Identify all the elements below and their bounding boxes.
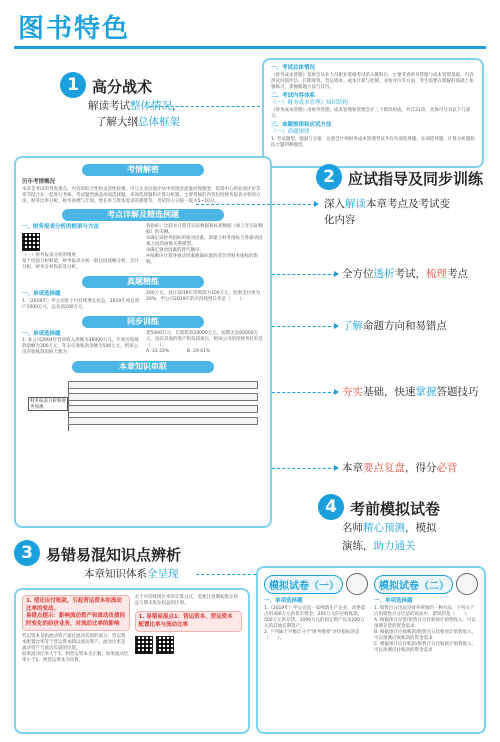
chapter-paragraph-2d: ②确定该财务指标的驱动因素，即建立财务指标与各驱动因素之间的函数关系模型。 — [146, 235, 263, 247]
errors-paragraph-3: 关于可持续增长率的计算公式，需要注意期初股东权益与期末股东权益的区别。 — [134, 595, 238, 606]
chapter-paragraph-2e: ③确定驱动因素的替代顺序。 — [146, 247, 205, 253]
section-number-3: 3 — [14, 540, 40, 566]
tree-root: 财务报表分析和财务预测 — [30, 399, 66, 410]
overview-paragraph-3: 《财务成本管理》由财务管理、成本管理和管理会计三个模块构成，共计21章，具体可分为以下几部分。 — [271, 107, 471, 119]
error-tip-3: 1. 易错易混点1：营运资本、营运资本配置比率与流动比率 — [138, 614, 233, 628]
chapter-paragraph-2a: （一）财务报表分析的维度 — [22, 253, 76, 258]
section-4-line-2: 演练，助力通关 — [342, 540, 416, 552]
mock-exam-1-heading: 一、单项选择题 — [264, 598, 303, 604]
connector-line-1 — [150, 106, 260, 107]
overview-heading-5: （一）命题规律 — [271, 129, 310, 135]
knowledge-tree-diagram — [22, 377, 264, 437]
overview-heading-1: 一、考试总体情况 — [271, 65, 316, 71]
callout-5: 本章要点复盘，得分必背 — [342, 462, 458, 474]
connector-arrow-2 — [314, 201, 319, 207]
tree-branch-3 — [68, 405, 258, 413]
error-tip-box-2 — [135, 611, 243, 632]
section-title-4: 考前模拟试卷 — [350, 500, 441, 518]
mock-exam-1-q2: 2. 下列属于平衡计分卡"财务维度"评价指标的是（ ）。 — [264, 629, 360, 641]
mock-exam-1-title: 模拟试卷（一） — [264, 575, 343, 594]
overview-heading-2: 二、考试内容体系 — [271, 92, 316, 99]
bar-key-points: 考点详解及精选例题 — [62, 209, 224, 221]
overview-heading-3: （一）财务成本管理》知识结构 — [271, 100, 349, 106]
book-preview-mock-exams — [256, 566, 486, 734]
section-number-2: 2 — [316, 164, 342, 190]
chapter-paragraph-4b: 货5000万元，长期借款20000万元，短期无息60000万元，没有其他的资产和负债项目，则该公司的净财务杠杆是（ ）。 — [146, 330, 263, 348]
section-number-1: 1 — [60, 72, 86, 98]
callout-1: 深入解读本章考点及考试变 化内容 — [324, 198, 450, 226]
bar-knowledge-chain: 本章知识串联 — [72, 361, 214, 373]
chapter-paragraph-2f: ④按顺序计算各驱动因素脱离标准的差异对财务指标的影响。 — [146, 253, 259, 265]
connector-arrow-3 — [334, 271, 339, 277]
tree-branch-1 — [68, 381, 258, 389]
tree-branch-4 — [68, 417, 258, 425]
connector-line-6 — [272, 468, 336, 469]
mock-exam-2-opt-c: C. 根据预计应付账款/销售百分比和预计销售收入，可以预测应付账款的资金需求 — [374, 641, 477, 653]
qr-code-icon — [156, 636, 174, 654]
errors-paragraph-1: 营运资本是指流动资产超过流动负债的部分，营运资本配置比率等于营运资本除以流动资产。流动比率是流动资产与流动负债的比值。 — [22, 634, 126, 651]
qr-code-icon — [135, 636, 153, 654]
mock-exam-2-opt-b: B. 根据预计应收账款/销售百分比和预计销售收入，可以预测应收账款的资金需求 — [374, 629, 476, 641]
mock-exam-2-heading: 一、单项选择题 — [374, 598, 413, 604]
chapter-paragraph-4c: A. 33.33% B. 29.41% — [146, 348, 211, 354]
chapter-paragraph-2c: 各指标，比较并计算其实际数据和标准数据（如上年实际数据）的差额。 — [146, 223, 263, 235]
chapter-heading-4: 一、单项选择题 — [22, 330, 61, 337]
connector-line-7 — [196, 574, 256, 575]
tree-branch-2 — [68, 393, 258, 401]
connector-arrow-6 — [334, 465, 339, 471]
book-preview-overview — [262, 58, 484, 168]
section-number-4: 4 — [318, 494, 344, 520]
book-preview-errors — [14, 588, 250, 734]
book-preview-chapter — [14, 156, 272, 528]
bar-past-exams: 真题精练 — [82, 276, 204, 288]
chapter-paragraph-3b: 200万元，预计2019年净利润为100万元，股利支付率为20%，甲公司2019年的可持续增长率是（ ）。 — [146, 291, 261, 302]
page-title: 图书特色 — [18, 14, 131, 44]
error-tip-2: 易错点提示：影响流动资产和流动负债同时变化的经济业务，对流动比率的影响 — [26, 613, 126, 627]
connector-line-5 — [272, 392, 336, 393]
error-tip-box — [22, 595, 130, 631]
connector-line-3 — [272, 274, 336, 275]
mock-exam-1-q1: 1.（2019年）甲公司是一家啤酒生产企业，淡季需占用300万元的货币资金、200万元的应收账款、500万元的存货、1000万元的固定资产以及200万元的其他长期资产。 — [264, 605, 366, 629]
section-title-3: 易错易混知识点辨析 — [46, 546, 182, 564]
mock-exam-2-opt-a: A. 根据预计存货/销售百分比和预计销售收入，可以预测存货的资金需求 — [374, 617, 476, 629]
mock-exam-2-title: 模拟试卷（二） — [374, 575, 453, 594]
callout-4: 夯实基础，快速掌握答题技巧 — [342, 386, 479, 398]
overview-heading-4: 三、命题规律和应试方法 — [271, 121, 332, 128]
error-tip-1: 1. 偿还应付账款，引起营运资本和流动比率的变动。 — [26, 598, 122, 612]
errors-paragraph-2: 如果流动比率大于1，则营运资本为正数；如果流动比率小于1，则营运资本为负数。 — [22, 652, 129, 663]
section-3-subtitle: 本章知识体系全呈现 — [84, 568, 179, 580]
overview-paragraph-5: 1. 考试题型、题量与分值：注册会计师财务成本管理考试共有单项选择题、多项选择题、计算分析题和综合题四种题型。 — [271, 136, 475, 148]
exam-seal-icon — [346, 573, 368, 595]
callout-2: 全方位透析考试，梳理考点 — [342, 268, 468, 280]
chapter-paragraph-4a: 1. 某公司2004年营业收入净额为36000万元，年初应收账款余额为300万元，年末应收账款余额为500万元，则该公司应收账款周转天数为 — [22, 338, 139, 355]
chapter-paragraph-2b: 基于价值分析框架，财务报表分析一般包括战略分析、会计分析、财务分析和前景分析。 — [22, 259, 139, 270]
overview-paragraph-1: 《财务成本管理》是财会从业人员职业资格考试的关键科目，主要考查财务管理与成本管理基础、内容涉及价值评估、长期筹资、营运资本、成本计算与控制、业绩评价等方面。考生需要在理解的基础上加强练习，掌握解题方法与技巧。 — [271, 72, 474, 90]
connector-line-2 — [196, 204, 316, 205]
section-1-line-1: 解读考试整体情况， — [88, 100, 183, 112]
title-underline — [14, 46, 486, 49]
chapter-paragraph-1: 本章是考试的考查重点，内容的综合性和灵活性较强，可与企业价值评估中的现金流量折现模型、投资中心的业绩评价等章节结合在一起进行考核，考试题型涵盖单项选择题、多项选择题和计算分析题。主要考核的内容包括财务报表分析的方法、财务比率分析、财务预测与计划、增长率与资本需求的测算等，考试所占分值一般为5~10分。 — [22, 186, 261, 204]
section-4-line-1: 名师精心预测，模拟 — [342, 522, 437, 534]
bar-practice: 同步训练 — [82, 316, 204, 328]
section-1-line-2: 了解大纲总体框架 — [96, 116, 180, 128]
connector-arrow-5 — [334, 389, 339, 395]
chapter-paragraph-3a: 1.（2019年）甲公司处于可持续增长状态，2019年初总资产1000万元，总负债200万元， — [22, 298, 140, 310]
chapter-heading-2: 一、财务报表分析的框架与方法 — [22, 223, 100, 230]
mock-exam-2-q1: 1. 销售百分比法是财务规划的一种方法，下列关于应用销售百分比法的说法中，错误的是（ ）。 — [374, 605, 475, 617]
chapter-heading-1: 历年考情概况 — [22, 179, 56, 185]
chapter-heading-3: 一、单项选择题 — [22, 291, 61, 297]
connector-arrow-4 — [334, 323, 339, 329]
section-title-1: 高分战术 — [92, 78, 153, 96]
connector-line-4 — [272, 326, 336, 327]
exam-seal-icon — [456, 573, 478, 595]
callout-3: 了解命题方向和易错点 — [342, 320, 447, 332]
section-title-2: 应试指导及同步训练 — [348, 170, 484, 188]
bar-exam-analysis: 考情解密 — [82, 164, 204, 176]
qr-code-icon — [22, 233, 40, 251]
